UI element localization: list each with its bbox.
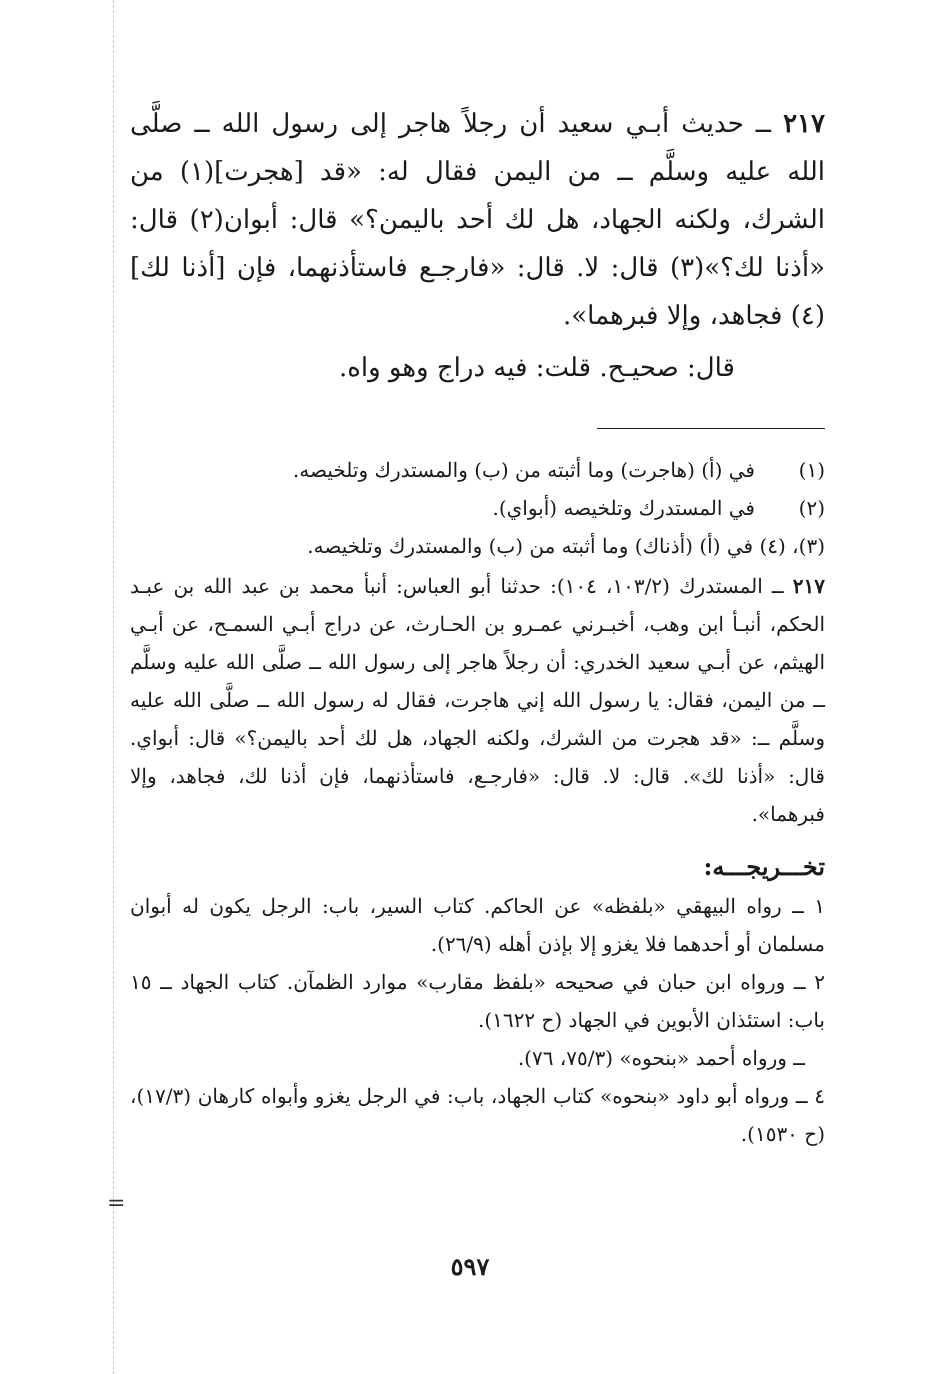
footnote-1 <box>130 451 825 489</box>
footnote-text: في (أ) (أذناك) وما أثبته من (ب) والمستدرك وتلخيصه. <box>307 534 754 558</box>
takhrij-item: ٤ ــ ورواه أبو داود «بنحوه» كتاب الجهاد، باب: في الرجل يغزو وأبواه كارهان (١٧/٣)، (ح ١٥٣٠). <box>130 1084 825 1146</box>
hadith-verdict: قال: صحيـح. قلت: فيه دراج وهو واه. <box>338 353 735 383</box>
takhrij-heading: تخـــريجـــه: <box>703 852 825 881</box>
footnote-number: (١) <box>798 458 825 482</box>
page-content <box>130 100 825 1153</box>
hadith-number: ٢١٧ <box>783 109 825 139</box>
footnote-separator <box>597 428 825 429</box>
binding-margin-line <box>113 0 114 1374</box>
page-number: ٥٩٧ <box>450 1252 490 1281</box>
footnote-2 <box>130 489 825 527</box>
footnote-number: (٣)، (٤) <box>759 534 825 558</box>
source-block <box>130 567 825 833</box>
takhrij-item: ٢ ــ ورواه ابن حبان في صحيحه «بلفظ مقارب» موارد الظمآن. كتاب الجهاد ــ ١٥ باب: استئذان الأبوين في الجهاد (ح ١٦٢٢). <box>130 970 825 1032</box>
footnotes <box>130 451 825 565</box>
source-number: ٢١٧ <box>792 574 826 598</box>
hadith-block <box>130 100 825 392</box>
footnote-number: (٢) <box>798 496 825 520</box>
footnote-text: في المستدرك وتلخيصه (أبواي). <box>492 496 755 520</box>
margin-mark: = <box>107 1191 126 1216</box>
takhrij-list <box>130 887 825 1153</box>
footnote-text: في (أ) (هاجرت) وما أثبته من (ب) والمستدرك وتلخيصه. <box>292 458 755 482</box>
takhrij-item: ١ ــ رواه البيهقي «بلفظه» عن الحاكم. كتاب السير، باب: الرجل يكون له أبوان مسلمان أو أحدهما فلا يغزو إلا بإذن أهله (٢٦/٩). <box>130 894 825 956</box>
source-text: ــ المستدرك (١٠٣/٢، ١٠٤): حدثنا أبو العباس: أنبأ محمد بن عبد الله بن عبـد الحكم، أنبـأ ابن وهب، أخبـرني عمـرو بن الحـارث، عن دراج أبـي السمـح، عن أبـي الهيثم، عن أبـي سعيد الخدري: أن رجلاً هاجر إلى رسول الله ــ صلَّى الله عليه وسلَّم ــ من اليمن، فقال: يا رسول الله إني هاجرت، فقال له رسول الله ــ صلَّى الله عليه وسلَّم ــ: «قد هجرت من الشرك، ولكنه الجهاد، هل لك أحد باليمن؟» قال: أبواي. قال: «أذنا لك». قال: لا. قال: «فارجـع، فاستأذنهما، فإن أذنا لك، فجاهد، وإلا فبرهما». <box>130 574 825 826</box>
footnote-3 <box>130 527 825 565</box>
takhrij-item: ــ ورواه أحمد «بنحوه» (٧٥/٣، ٧٦). <box>517 1046 805 1070</box>
hadith-text: ــ حديث أبـي سعيد أن رجلاً هاجر إلى رسول الله ــ صلَّى الله عليه وسلَّم ــ من اليمن فقال له: «قد [هجرت](١) من الشرك، ولكنه الجهاد، هل لك أحد باليمن؟» قال: أبوان(٢) قال: «أذنا لك؟»(٣) قال: لا. قال: «فارجـع فاستأذنهما، فإن [أذنا لك](٤) فجاهد، وإلا فبرهما». <box>130 109 825 331</box>
